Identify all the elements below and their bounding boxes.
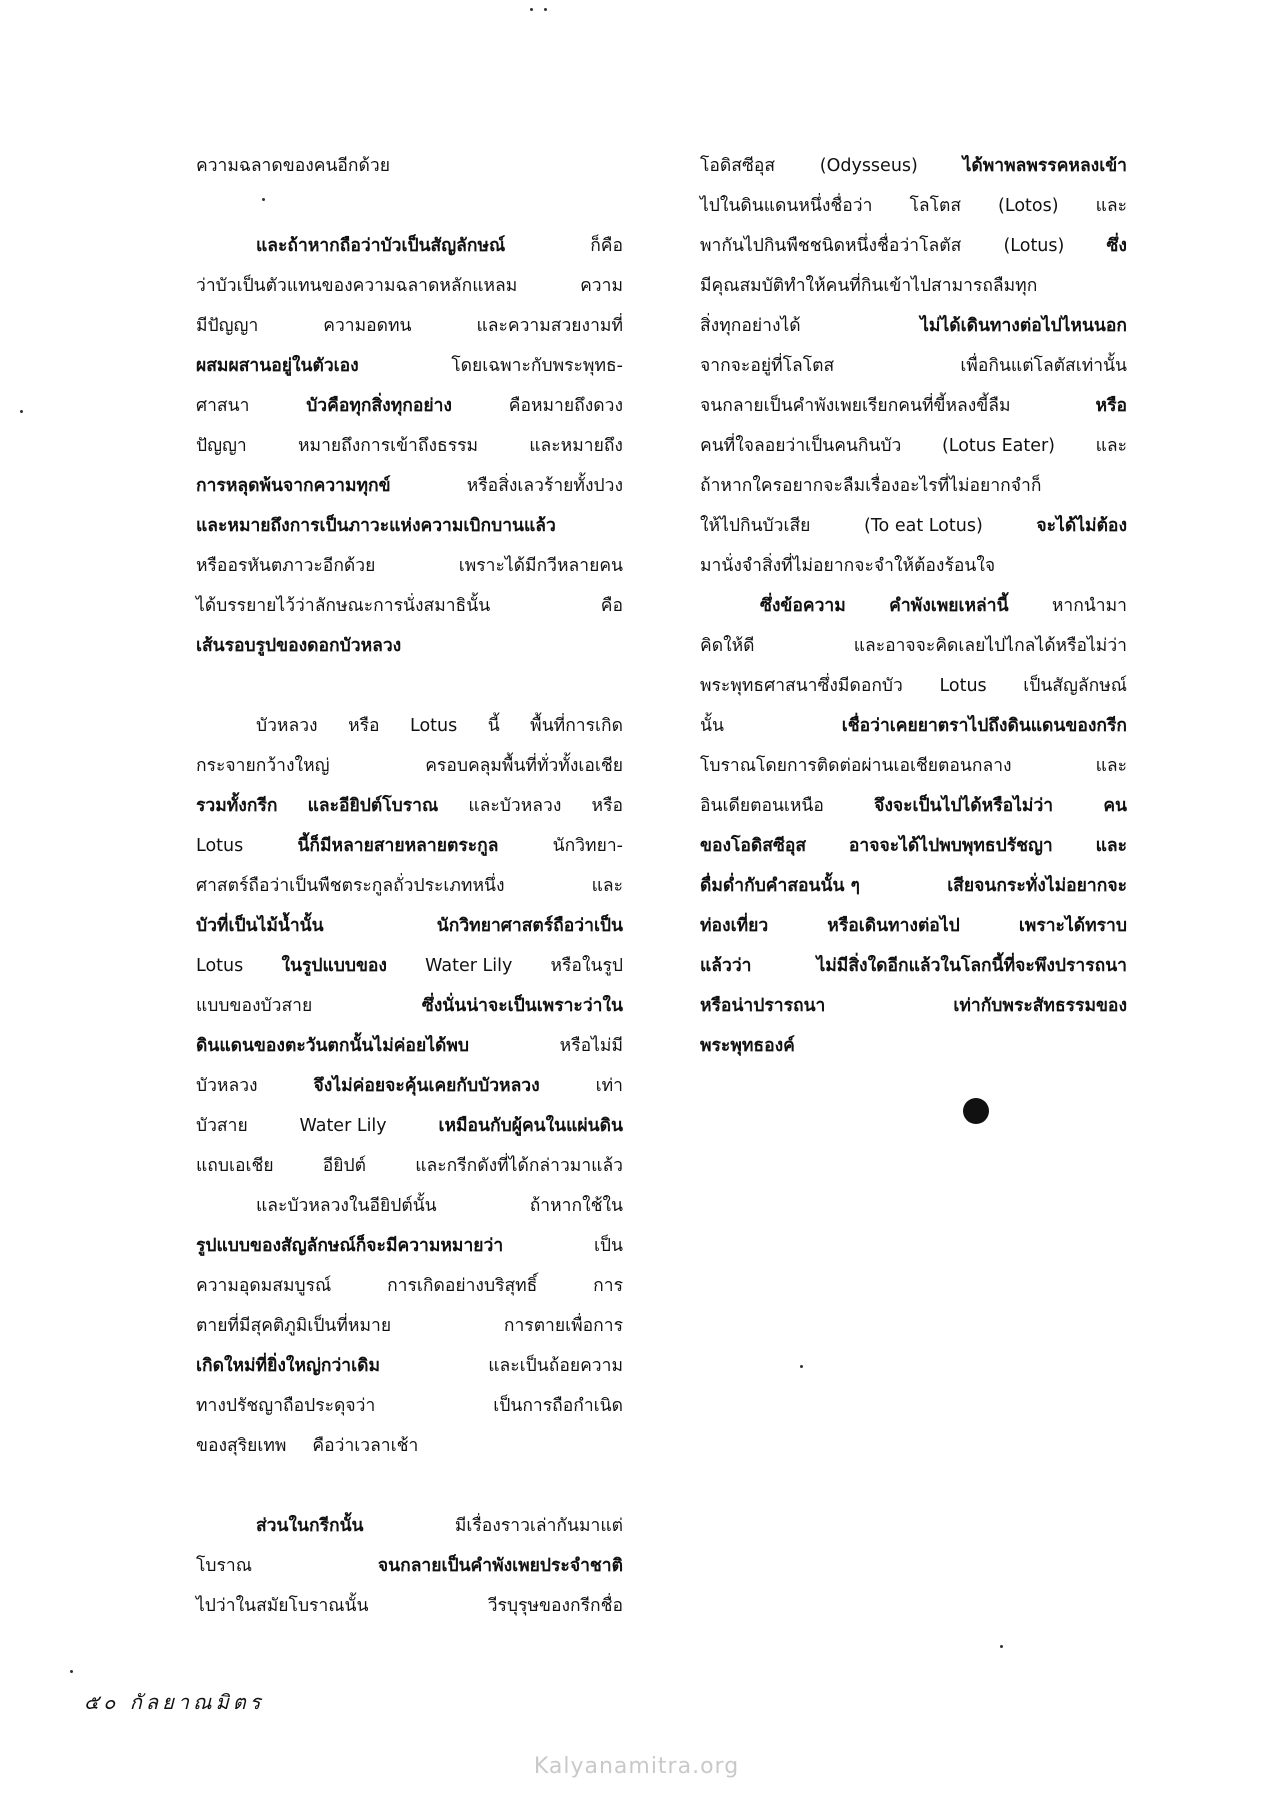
text-line	[700, 146, 1127, 186]
text-segment: นักวิทยา-	[552, 836, 623, 856]
text-segment: Lotus	[410, 716, 458, 736]
text-line	[196, 1426, 623, 1466]
paragraph	[196, 1506, 623, 1626]
text-line	[196, 906, 623, 946]
text-segment: คือว่าเวลาเช้า	[312, 1436, 419, 1456]
text-line	[196, 466, 623, 506]
text-line	[700, 306, 1127, 346]
text-segment: การ	[593, 1276, 623, 1296]
text-segment: หรือเดินทางต่อไป	[827, 916, 960, 936]
text-segment: แถบเอเชีย	[196, 1156, 274, 1176]
text-segment: หรือ	[348, 716, 380, 736]
text-segment: อาจจะได้ไปพบพุทธปรัชญา	[848, 836, 1053, 856]
watermark: Kalyanamitra.org	[533, 1754, 740, 1779]
text-segment: ถ้าหากใช้ใน	[529, 1196, 623, 1216]
text-segment: เพราะได้มีกวีหลายคน	[458, 556, 623, 576]
text-segment: ให้ไปกินบัวเสีย	[700, 516, 811, 536]
text-segment: การตายเพื่อการ	[503, 1316, 623, 1336]
text-segment: คำพังเพยเหล่านี้	[889, 596, 1009, 616]
text-segment: Water Lily	[425, 956, 513, 976]
text-segment: ตายที่มีสุคติภูมิเป็นที่หมาย	[196, 1316, 392, 1336]
text-segment: พากันไปกินพืชชนิดหนึ่งชื่อว่าโลตัส	[700, 236, 962, 256]
paragraph	[700, 146, 1127, 586]
text-segment: แล้วว่า	[700, 956, 752, 976]
text-segment: (To eat Lotus)	[864, 516, 983, 536]
text-segment: ในรูปแบบของ	[281, 956, 387, 976]
text-segment: ไม่ได้เดินทางต่อไปไหนนอก	[920, 316, 1127, 336]
text-line	[196, 1586, 623, 1626]
text-line	[700, 786, 1127, 826]
text-segment: มีปัญญา	[196, 316, 259, 336]
text-segment: และถ้าหากถือว่าบัวเป็นสัญลักษณ์	[256, 236, 506, 256]
text-segment: Lotus	[196, 836, 244, 856]
text-segment: จึงไม่ค่อยจะคุ้นเคยกับบัวหลวง	[313, 1076, 540, 1096]
text-line	[700, 426, 1127, 466]
text-segment: จะได้ไม่ต้อง	[1036, 516, 1127, 536]
text-segment: เป็นการถือกำเนิด	[493, 1396, 623, 1416]
text-line	[700, 746, 1127, 786]
text-segment: และหมายถึงการเป็นภาวะแห่งความเบิกบานแล้ว	[196, 516, 556, 536]
text-line	[700, 866, 1127, 906]
text-line	[196, 146, 623, 186]
text-segment: และ	[1095, 436, 1127, 456]
text-segment: และหมายถึง	[529, 436, 623, 456]
text-segment: ปัญญา	[196, 436, 247, 456]
text-segment: ผสมผสานอยู่ในตัวเอง	[196, 356, 359, 376]
paragraph-gap	[196, 666, 623, 706]
text-line	[196, 1186, 623, 1226]
text-segment: นี้	[487, 716, 500, 736]
text-segment: พื้นที่การเกิด	[530, 716, 623, 736]
text-segment: ซึ่งนั่นน่าจะเป็นเพราะว่าใน	[421, 996, 623, 1016]
text-segment: บัวหลวง	[256, 716, 318, 736]
text-line	[700, 626, 1127, 666]
text-segment: บัวคือทุกสิ่งทุกอย่าง	[306, 396, 452, 416]
scan-speck	[20, 410, 23, 413]
text-segment: คน	[1103, 796, 1127, 816]
text-segment: เสียจนกระทั่งไม่อยากจะ	[947, 876, 1127, 896]
text-segment: หรือ	[591, 796, 623, 816]
text-line	[700, 946, 1127, 986]
text-line	[700, 386, 1127, 426]
text-segment: มีคุณสมบัติทำให้คนที่กินเข้าไปสามารถลืมทุก	[700, 276, 1038, 296]
text-segment: แบบของบัวสาย	[196, 996, 313, 1016]
text-line	[196, 346, 623, 386]
text-segment: พระพุทธศาสนาซึ่งมีดอกบัว	[700, 676, 903, 696]
text-segment: และความสวยงามที่	[476, 316, 623, 336]
text-line	[196, 826, 623, 866]
text-line	[196, 986, 623, 1026]
text-line	[196, 946, 623, 986]
text-line	[196, 1146, 623, 1186]
text-line	[196, 746, 623, 786]
text-segment: เพราะได้ทราบ	[1018, 916, 1127, 936]
text-segment: รูปแบบของสัญลักษณ์ก็จะมีความหมายว่า	[196, 1236, 504, 1256]
text-segment: จากจะอยู่ที่โลโตส	[700, 356, 835, 376]
text-segment: และอียิปต์โบราณ	[307, 796, 439, 816]
text-segment: เหมือนกับผู้คนในแผ่นดิน	[438, 1116, 623, 1136]
text-segment: โอดิสซีอุส	[700, 156, 776, 176]
text-segment: ความอดทน	[323, 316, 412, 336]
text-segment: วีรบุรุษของกรีกชื่อ	[487, 1596, 623, 1616]
text-segment: ส่วนในกรีกนั้น	[256, 1516, 364, 1536]
text-segment: และ	[591, 876, 623, 896]
text-segment: การหลุดพ้นจากความทุกข์	[196, 476, 391, 496]
text-segment: จนกลายเป็นคำพังเพยเรียกคนที่ขี้หลงขี้ลืม	[700, 396, 1011, 416]
text-segment: ทางปรัชญาถือประดุจว่า	[196, 1396, 376, 1416]
text-segment: (Lotos)	[998, 196, 1059, 216]
text-line	[700, 706, 1127, 746]
text-line	[196, 226, 623, 266]
paragraph	[196, 706, 623, 1186]
text-segment: บัวที่เป็นไม้น้ำนั้น	[196, 916, 324, 936]
paragraph	[196, 1186, 623, 1466]
text-segment: และกรีกดังที่ได้กล่าวมาแล้ว	[415, 1156, 623, 1176]
scan-speck	[1000, 1645, 1003, 1648]
text-line	[700, 186, 1127, 226]
scan-speck	[530, 8, 533, 11]
text-segment: ไปในดินแดนหนึ่งชื่อว่า	[700, 196, 873, 216]
text-line	[196, 506, 623, 546]
text-line	[196, 586, 623, 626]
text-segment: โลโตส	[909, 196, 962, 216]
paragraph-gap	[196, 1466, 623, 1506]
text-line	[196, 1346, 623, 1386]
text-line	[700, 546, 1127, 586]
text-line	[196, 1306, 623, 1346]
text-segment: Lotus	[196, 956, 244, 976]
text-segment: และบัวหลวง	[468, 796, 562, 816]
text-segment: พระพุทธองค์	[700, 1036, 795, 1056]
text-segment: ท่องเที่ยว	[700, 916, 769, 936]
text-segment: นักวิทยาศาสตร์ถือว่าเป็น	[436, 916, 623, 936]
text-segment: การเกิดอย่างบริสุทธิ์	[387, 1276, 538, 1296]
text-segment: และ	[1095, 196, 1127, 216]
text-segment: ของสุริยเทพ	[196, 1436, 287, 1456]
text-segment: เชื่อว่าเคยยาตราไปถึงดินแดนของกรีก	[841, 716, 1127, 736]
text-line	[196, 1386, 623, 1426]
text-segment: ศาสตร์ถือว่าเป็นพืชตระกูลถั่วประเภทหนึ่ง	[196, 876, 505, 896]
text-line	[196, 1026, 623, 1066]
text-segment: โบราณ	[196, 1556, 252, 1576]
text-segment: ซึ่ง	[1106, 236, 1127, 256]
paragraph	[196, 226, 623, 666]
text-segment: เส้นรอบรูปของดอกบัวหลวง	[196, 636, 402, 656]
text-segment: ศาสนา	[196, 396, 250, 416]
text-segment: และ	[1095, 836, 1127, 856]
text-segment: ซึ่งข้อความ	[760, 596, 846, 616]
text-segment: เท่า	[595, 1076, 623, 1096]
text-segment: สิ่งทุกอย่างได้	[700, 316, 801, 336]
text-line	[700, 226, 1127, 266]
text-line	[196, 866, 623, 906]
text-segment: จนกลายเป็นคำพังเพยประจำชาติ	[377, 1556, 623, 1576]
text-segment: ครอบคลุมพื้นที่ทั่วทั้งเอเชีย	[425, 756, 623, 776]
page-footer: ๕๐ กัลยาณมิตร	[84, 1690, 265, 1714]
text-segment: เท่ากับพระสัทธรรมของ	[953, 996, 1127, 1016]
text-segment: กระจายกว้างใหญ่	[196, 756, 330, 776]
text-segment: (Lotus Eater)	[941, 436, 1055, 456]
text-line	[700, 986, 1127, 1026]
text-line	[196, 306, 623, 346]
text-segment: มีเรื่องราวเล่ากันมาแต่	[454, 1516, 623, 1536]
text-segment: โบราณโดยการติดต่อผ่านเอเชียตอนกลาง	[700, 756, 1012, 776]
scan-speck	[262, 198, 265, 201]
text-segment: จึงจะเป็นไปได้หรือไม่ว่า	[874, 796, 1054, 816]
text-segment: ความฉลาดของคนอีกด้วย	[196, 156, 390, 176]
paragraph-gap	[196, 186, 623, 226]
text-segment: และ	[1095, 756, 1127, 776]
text-segment: คนที่ใจลอยว่าเป็นคนกินบัว	[700, 436, 902, 456]
text-line	[700, 466, 1127, 506]
text-line	[196, 1106, 623, 1146]
text-segment: (Odysseus)	[819, 156, 918, 176]
text-line	[196, 1546, 623, 1586]
text-segment: ไปว่าในสมัยโบราณนั้น	[196, 1596, 369, 1616]
text-line	[196, 626, 623, 666]
text-segment: หากนำมา	[1051, 596, 1127, 616]
text-segment: บัวหลวง	[196, 1076, 258, 1096]
text-line	[700, 506, 1127, 546]
scan-speck	[544, 8, 547, 11]
text-segment: ของโอดิสซีอุส	[700, 836, 807, 856]
text-segment: ได้พาพลพรรคหลงเข้า	[962, 156, 1127, 176]
text-segment: มานั่งจำสิ่งที่ไม่อยากจะจำให้ต้องร้อนใจ	[700, 556, 996, 576]
text-line	[700, 826, 1127, 866]
text-segment: ดินแดนของตะวันตกนั้นไม่ค่อยได้พบ	[196, 1036, 470, 1056]
text-segment: หรือ	[1095, 396, 1127, 416]
text-segment: คิดให้ดี	[700, 636, 755, 656]
scan-speck	[800, 1365, 803, 1368]
text-segment: ว่าบัวเป็นตัวแทนของความฉลาดหลักแหลม	[196, 276, 518, 296]
text-segment: เป็นสัญลักษณ์	[1023, 676, 1127, 696]
text-segment: ก็คือ	[590, 236, 623, 256]
text-line	[196, 546, 623, 586]
text-line	[196, 426, 623, 466]
text-segment: เกิดใหม่ที่ยิ่งใหญ่กว่าเดิม	[196, 1356, 381, 1376]
text-segment: และอาจจะคิดเลยไปไกลได้หรือไม่ว่า	[853, 636, 1127, 656]
text-segment: ความอุดมสมบูรณ์	[196, 1276, 332, 1296]
text-line	[700, 666, 1127, 706]
text-segment: หรือน่าปรารถนา	[700, 996, 826, 1016]
text-segment: หมายถึงการเข้าถึงธรรม	[298, 436, 479, 456]
text-line	[196, 706, 623, 746]
text-segment: นั้น	[700, 716, 724, 736]
text-segment: ได้บรรยายไว้ว่าลักษณะการนั่งสมาธินั้น	[196, 596, 491, 616]
text-segment: หรืออรหันตภาวะอีกด้วย	[196, 556, 376, 576]
end-mark-dot	[963, 1098, 989, 1124]
text-segment: โดยเฉพาะกับพระพุทธ-	[451, 356, 623, 376]
text-line	[196, 1226, 623, 1266]
text-line	[700, 1026, 1127, 1066]
text-segment: Lotus	[939, 676, 987, 696]
text-segment: หรือสิ่งเลวร้ายทั้งปวง	[466, 476, 623, 496]
left-column	[196, 146, 623, 1626]
text-segment: บัวสาย	[196, 1116, 248, 1136]
text-line	[196, 1066, 623, 1106]
text-line	[700, 346, 1127, 386]
text-segment: รวมทั้งกรีก	[196, 796, 278, 816]
right-column	[700, 146, 1127, 1066]
text-segment: อียิปต์	[322, 1156, 367, 1176]
text-segment: คือ	[600, 596, 623, 616]
text-segment: อินเดียตอนเหนือ	[700, 796, 824, 816]
text-segment: คือหมายถึงดวง	[508, 396, 623, 416]
text-line	[196, 1506, 623, 1546]
text-segment: ไม่มีสิ่งใดอีกแล้วในโลกนี้ที่จะพึงปรารถนา	[816, 956, 1127, 976]
text-segment: ความ	[580, 276, 623, 296]
text-line	[700, 266, 1127, 306]
text-segment: และเป็นถ้อยความ	[488, 1356, 623, 1376]
scan-speck	[70, 1670, 73, 1673]
text-segment: เป็น	[593, 1236, 623, 1256]
text-line	[196, 266, 623, 306]
text-segment: หรือไม่มี	[559, 1036, 623, 1056]
text-line	[700, 906, 1127, 946]
text-segment: หรือในรูป	[550, 956, 623, 976]
text-line	[196, 386, 623, 426]
text-segment: Water Lily	[299, 1116, 387, 1136]
text-line	[700, 586, 1127, 626]
text-segment: ถ้าหากใครอยากจะลืมเรื่องอะไรที่ไม่อยากจำก็	[700, 476, 1042, 496]
text-segment: และบัวหลวงในอียิปต์นั้น	[256, 1196, 437, 1216]
text-segment: เพื่อกินแต่โลตัสเท่านั้น	[960, 356, 1127, 376]
text-line	[196, 786, 623, 826]
paragraph	[700, 586, 1127, 1066]
text-segment: (Lotus)	[1003, 236, 1065, 256]
text-segment: นี้ก็มีหลายสายหลายตระกูล	[297, 836, 499, 856]
text-line	[196, 1266, 623, 1306]
text-segment: ดื่มด่ำกับคำสอนนั้น ๆ	[700, 876, 860, 896]
